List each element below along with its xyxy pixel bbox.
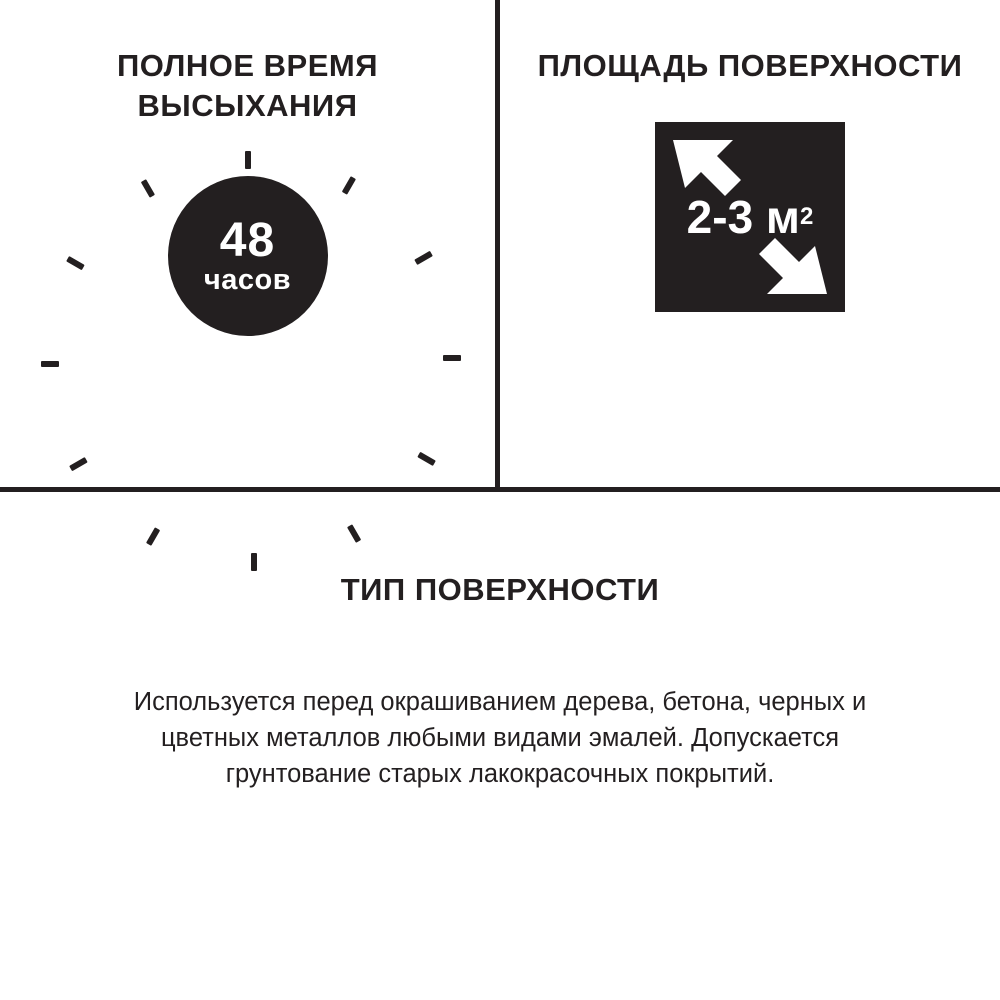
coverage-area-exponent: 2: [799, 202, 814, 230]
drying-time-value: 48: [219, 214, 276, 268]
drying-time-title: ПОЛНОЕ ВРЕМЯ ВЫСЫХАНИЯ: [116, 48, 378, 123]
coverage-area-title: ПЛОЩАДЬ ПОВЕРХНОСТИ: [537, 48, 963, 83]
surface-type-description: Используется перед окрашиванием дерева, бетона, черных и цветных металлов любыми видами эмалей. Допускается грунтование старых лакокрасочных покрытий.: [133, 688, 867, 789]
panel-drying-time: [0, 0, 500, 490]
clock-dial: [168, 176, 328, 336]
panel-coverage-area: [500, 0, 1000, 490]
drying-time-unit: часов: [203, 263, 292, 296]
coverage-area-value: 2-3 м: [686, 190, 800, 243]
coverage-area-value-wrap: [655, 122, 845, 312]
area-arrows-icon: [655, 122, 845, 312]
panel-surface-type: [0, 492, 1000, 1000]
surface-type-title: ТИП ПОВЕРХНОСТИ: [340, 572, 660, 607]
top-panels-row: [0, 0, 1000, 490]
clock-icon: [143, 151, 353, 361]
